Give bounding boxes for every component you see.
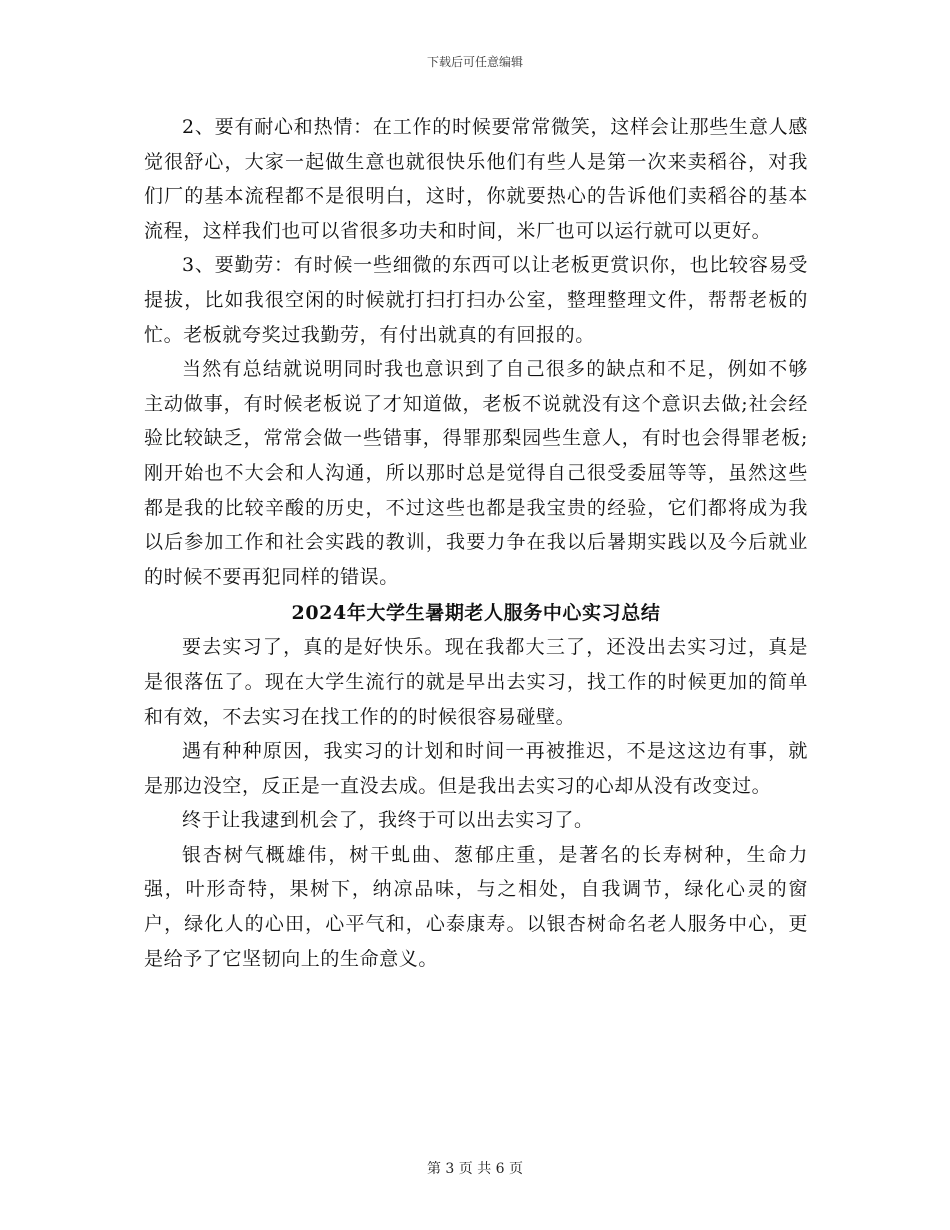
paragraph: 要去实习了，真的是好快乐。现在我都大三了，还没出去实习过，真是是很落伍了。现在大学生流行的就是早出去实习，找工作的时候更加的简单和有效，不去实习在找工作的的时候很容易碰壁。 [144,636,808,728]
page-footer: 第 3 页 共 6 页 [426,1161,524,1177]
document-body [144,110,808,976]
section-title: 2024年大学生暑期老人服务中心实习总结 [291,602,661,625]
paragraph: 3、要勤劳：有时候一些细微的东西可以让老板更赏识你，也比较容易受提拔，比如我很空闲的时候就打扫打扫办公室，整理整理文件，帮帮老板的忙。老板就夸奖过我勤劳，有付出就真的有回报的。 [144,254,808,346]
page-header: 下载后可任意编辑 [426,55,523,69]
paragraph: 2、要有耐心和热情：在工作的时候要常常微笑，这样会让那些生意人感觉很舒心，大家一起做生意也就很快乐他们有些人是第一次来卖稻谷，对我们厂的基本流程都不是很明白，这时，你就要热心的告诉他们卖稻谷的基本流程，这样我们也可以省很多功夫和时间，米厂也可以运行就可以更好。 [144,116,808,242]
paragraph: 当然有总结就说明同时我也意识到了自己很多的缺点和不足，例如不够主动做事，有时候老板说了才知道做，老板不说就没有这个意识去做;社会经验比较缺乏，常常会做一些错事，得罪那梨园些生意人，有时也会得罪老板;刚开始也不大会和人沟通，所以那时总是觉得自己很受委屈等等，虽然这些都是我的比较辛酸的历史，不过这些也都是我宝贵的经验，它们都将成为我以后参加工作和社会实践的教训，我要力争在我以后暑期实践以及今后就业的时候不要再犯同样的错误。 [144,358,808,588]
paragraph: 银杏树气概雄伟，树干虬曲、葱郁庄重，是著名的长寿树种，生命力强，叶形奇特，果树下，纳凉品味，与之相处，自我调节，绿化心灵的窗户，绿化人的心田，心平气和，心泰康寿。以银杏树命名老人服务中心，更是给予了它坚韧向上的生命意义。 [144,843,808,970]
paragraph: 终于让我逮到机会了，我终于可以出去实习了。 [182,809,594,832]
paragraph: 遇有种种原因，我实习的计划和时间一再被推迟，不是这这边有事，就是那边没空，反正是一直没去成。但是我出去实习的心却从没有改变过。 [144,740,808,797]
